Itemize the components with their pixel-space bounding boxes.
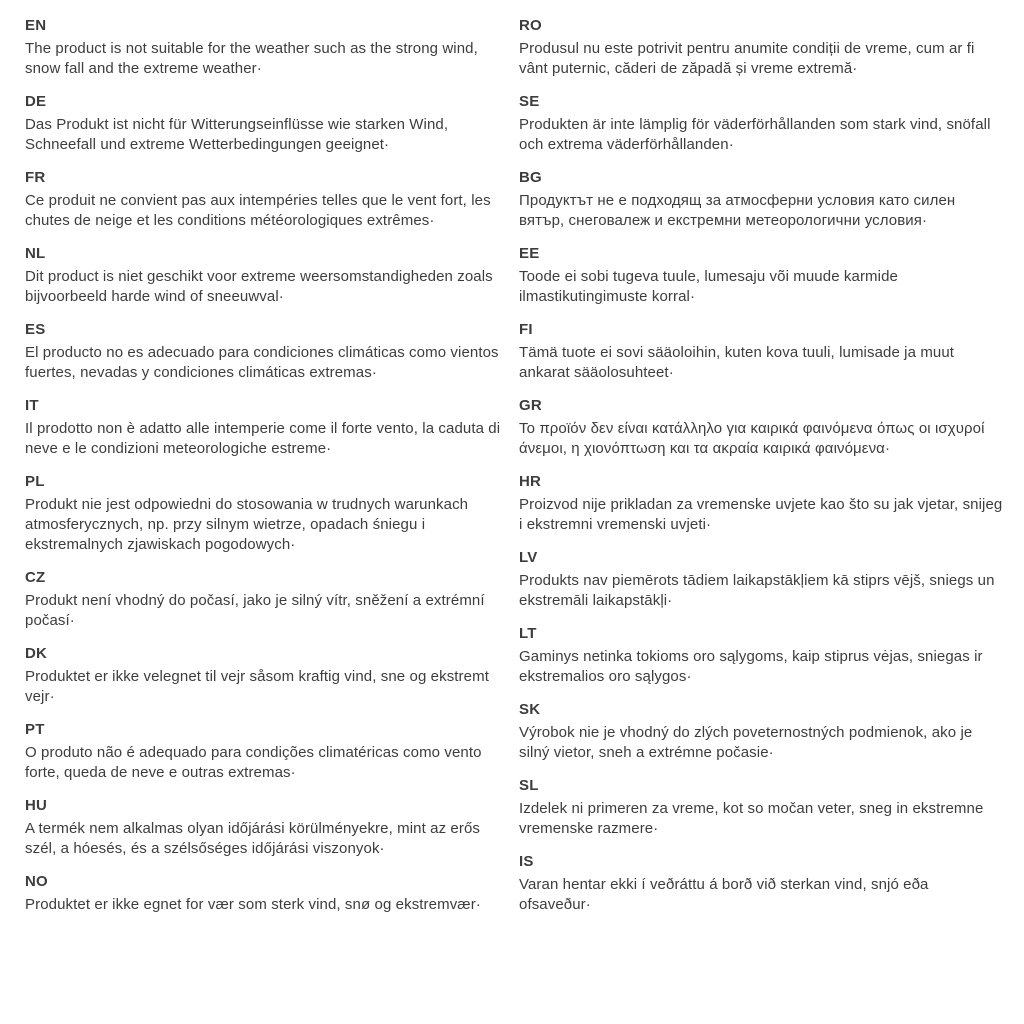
language-entry-en [25,16,509,79]
language-code: SK [519,701,541,718]
language-code: FI [519,321,533,338]
warning-text: Produsul nu este potrivit pentru anumite condiții de vreme, cum ar fi vânt puternic, căderi de zăpadă și vreme extremă· [519,40,975,77]
warning-text: Το προϊόν δεν είναι κατάλληλο για καιρικά φαινόμενα όπως οι ισχυροί άνεμοι, η χιονόπτωση και τα ακραία καιρικά φαινόμενα· [519,420,985,457]
warning-text: Toode ei sobi tugeva tuule, lumesaju või muude karmide ilmastikutingimuste korral· [519,268,898,305]
warning-text: O produto não é adequado para condições climatéricas como vento forte, queda de neve e outras extremas· [25,744,482,781]
language-code: ES [25,321,46,338]
language-code: LT [519,625,537,642]
warning-text: El producto no es adecuado para condiciones climáticas como vientos fuertes, nevadas y condiciones climáticas extremas· [25,344,499,381]
language-entry-sk [519,700,1004,763]
language-code: PT [25,721,45,738]
language-code: NO [25,873,48,890]
warning-text: Продуктът не е подходящ за атмосферни условия като силен вятър, снеговалеж и екстремни метеорологични условия· [519,192,956,229]
language-entry-dk [25,644,509,707]
language-entry-cz [25,568,509,631]
language-entry-se [519,92,1004,155]
warning-text: Produktet er ikke egnet for vær som sterk vind, snø og ekstremvær· [25,896,481,913]
language-code: RO [519,17,542,34]
warning-text: Gaminys netinka tokioms oro sąlygoms, kaip stiprus vėjas, sniegas ir ekstremalios oro sąlygos· [519,648,983,685]
language-entry-fr [25,168,509,231]
column-left [25,16,509,928]
language-code: SE [519,93,540,110]
warning-text: Produkts nav piemērots tādiem laikapstākļiem kā stiprs vējš, sniegs un ekstremāli laikapstākļi· [519,572,995,609]
language-code: IT [25,397,39,414]
warning-text: Produktet er ikke velegnet til vejr såsom kraftig vind, sne og ekstremt vejr· [25,668,489,705]
warning-text: Izdelek ni primeren za vreme, kot so močan veter, sneg in ekstremne vremenske razmere· [519,800,984,837]
warning-text: Dit product is niet geschikt voor extreme weersomstandigheden zoals bijvoorbeeld harde wind of sneeuwval· [25,268,493,305]
language-entry-hu [25,796,509,859]
language-entry-ee [519,244,1004,307]
language-code: EN [25,17,47,34]
warning-text: Ce produit ne convient pas aux intempéries telles que le vent fort, les chutes de neige et les conditions météorologiques extrêmes· [25,192,491,229]
warning-text: Tämä tuote ei sovi sääoloihin, kuten kova tuuli, lumisade ja muut ankarat sääolosuhteet· [519,344,955,381]
language-code: GR [519,397,542,414]
language-entry-nl [25,244,509,307]
language-code: BG [519,169,542,186]
language-entry-es [25,320,509,383]
language-entry-gr [519,396,1004,459]
language-entry-fi [519,320,1004,383]
language-code: DK [25,645,48,662]
warning-text: Produkten är inte lämplig för väderförhållanden som stark vind, snöfall och extrema väderförhållanden· [519,116,991,153]
warning-text: A termék nem alkalmas olyan időjárási körülményekre, mint az erős szél, a hóesés, és a szélsőséges időjárási viszonyok· [25,820,481,857]
language-code: HR [519,473,542,490]
warning-text: Proizvod nije prikladan za vremenske uvjete kao što su jak vjetar, snijeg i ekstremni vremenski uvjeti· [519,496,1003,533]
language-entry-hr [519,472,1004,535]
warning-text: Il prodotto non è adatto alle intemperie come il forte vento, la caduta di neve e le condizioni meteorologiche estreme· [25,420,501,457]
language-entry-lt [519,624,1004,687]
warning-text: Varan hentar ekki í veðráttu á borð við sterkan vind, snjó eða ofsaveður· [519,876,929,913]
language-entry-is [519,852,1004,915]
warning-text: The product is not suitable for the weather such as the strong wind, snow fall and the extreme weather· [25,40,478,77]
language-entry-it [25,396,509,459]
language-entry-de [25,92,509,155]
language-entry-pt [25,720,509,783]
language-code: IS [519,853,534,870]
language-code: FR [25,169,46,186]
warning-text: Produkt nie jest odpowiedni do stosowania w trudnych warunkach atmosferycznych, np. przy silnym wietrze, opadach śniegu i ekstremalnych zjawiskach pogodowych· [25,496,469,553]
warning-text: Das Produkt ist nicht für Witterungseinflüsse wie starken Wind, Schneefall und extreme Wetterbedingungen geeignet· [25,116,449,153]
language-entry-sl [519,776,1004,839]
language-entry-bg [519,168,1004,231]
language-code: LV [519,549,538,566]
language-code: DE [25,93,47,110]
language-entry-ro [519,16,1004,79]
warning-text: Produkt není vhodný do počasí, jako je silný vítr, sněžení a extrémní počasí· [25,592,485,629]
language-entry-pl [25,472,509,555]
language-code: CZ [25,569,46,586]
language-entry-no [25,872,509,915]
column-right [519,16,1004,928]
language-code: EE [519,245,540,262]
language-code: SL [519,777,539,794]
language-code: PL [25,473,45,490]
warning-text: Výrobok nie je vhodný do zlých poveternostných podmienok, ako je silný vietor, sneh a extrémne počasie· [519,724,973,761]
language-entry-lv [519,548,1004,611]
language-code: HU [25,797,48,814]
language-code: NL [25,245,46,262]
